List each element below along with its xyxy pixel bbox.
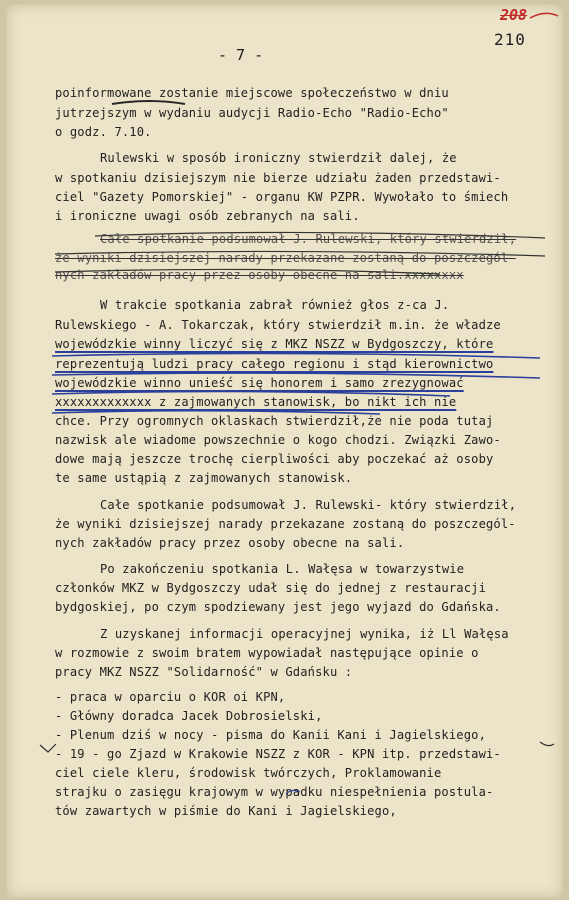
blue-underline [52, 373, 540, 378]
text-line: te same ustąpią z zajmowanych stanowisk. [55, 471, 353, 485]
text-line: bydgoskiej, po czym spodziewany jest jego wyjazd do Gdańska. [55, 600, 501, 614]
struck-text-line: że wyniki dzisiejszej narady przekazane zostaną do poszczegól- [55, 251, 516, 265]
cross-out-mark [55, 251, 545, 256]
text-line: członków MKZ w Bydgoszczy udał się do jednej z restauracji [55, 581, 487, 595]
text-line: W trakcie spotkania zabrał również głos z-ca J. [100, 298, 450, 312]
struck-text-line: nych zakładów pracy przez osoby obecne na sali.xxxxxxxx [55, 268, 464, 282]
text-line: ciel "Gazety Pomorskiej" - organu KW PZPR. Wywołało to śmiech [55, 190, 509, 204]
text-line: Po zakończeniu spotkania L. Wałęsa w towarzystwie [100, 562, 465, 576]
text-line: poinformowane zostanie miejscowe społeczeństwo w dniu [55, 86, 449, 100]
text-line: dowe mają jeszcze trochę cierpliwości aby poczekać aż osoby [55, 452, 494, 466]
list-item-continuation: tów zawartych w piśmie do Kani i Jagielskiego, [55, 804, 397, 818]
text-line: o godz. 7.10. [55, 125, 152, 139]
check-mark [40, 744, 56, 752]
list-item-continuation: strajku o zasięgu krajowym w wypadku niespełnienia postula- [55, 785, 494, 799]
underlined-text-line: wojewódzkie winny liczyć się z MKZ NSZZ w Bydgoszczy, które [55, 337, 494, 351]
text-line: chce. Przy ogromnych oklaskach stwierdził,że nie poda tutaj [55, 414, 494, 428]
red-pen-stroke [530, 13, 558, 18]
cross-out-mark [112, 101, 185, 104]
text-line: Całe spotkanie podsumował J. Rulewski- który stwierdził, [100, 498, 517, 512]
cross-out-mark [95, 232, 545, 238]
text-line: jutrzejszym w wydaniu audycji Radio-Echo "Radio-Echo" [55, 106, 449, 120]
text-line: w spotkaniu dzisiejszym nie bierze udziału żaden przedstawi- [55, 171, 501, 185]
list-item: - 19 - go Zjazd w Krakowie NSZZ z KOR - KPN itp. przedstawi- [55, 747, 501, 761]
text-line: nych zakładów pracy przez osoby obecne na sali. [55, 536, 405, 550]
text-line: Z uzyskanej informacji operacyjnej wynika, iż Ll Wałęsa [100, 627, 509, 641]
text-line: nazwisk ale wiadome powszechnie o kogo chodzi. Związki Zawo- [55, 433, 501, 447]
archive-number-old: 208 [500, 6, 528, 24]
underlined-text-line: wojewódzkie winno unieść się honorem i samo zrezygnować [55, 376, 464, 390]
page-number: - 7 - [218, 46, 264, 64]
list-item: - praca w oparciu o KOR oi KPN, [55, 690, 286, 704]
cross-out-mark [55, 269, 440, 274]
blue-underline [52, 411, 380, 414]
blue-underline [52, 353, 540, 358]
blue-underline [52, 391, 450, 396]
pen-stroke [286, 790, 300, 794]
text-line: Rulewski w sposób ironiczny stwierdził dalej, że [100, 151, 457, 165]
text-line: w rozmowie z swoim bratem wypowiadał następujące opinie o [55, 646, 479, 660]
list-item-continuation: ciel ciele kleru, środowisk twórczych, Proklamowanie [55, 766, 442, 780]
pen-stroke [540, 742, 554, 746]
archive-number: 210 [494, 30, 526, 49]
struck-text-line: Całe spotkanie podsumował J. Rulewski, który stwierdził, [100, 232, 517, 246]
text-line: że wyniki dzisiejszej narady przekazane zostaną do poszczegól- [55, 517, 516, 531]
underlined-text-line: xxxxxxxxxxxxx z zajmowanych stanowisk, bo nikt ich nie [55, 395, 457, 409]
list-item: - Główny doradca Jacek Dobrosielski, [55, 709, 323, 723]
text-line: pracy MKZ NSZZ "Solidarność" w Gdańsku : [55, 665, 353, 679]
underlined-text-line: reprezentują ludzi pracy całego regionu i stąd kierownictwo [55, 357, 494, 371]
text-line: Rulewskiego - A. Tokarczak, który stwierdził m.in. że władze [55, 318, 501, 332]
text-line: i ironiczne uwagi osób zebranych na sali. [55, 209, 360, 223]
list-item: - Plenum dziś w nocy - pisma do Kanii Kani i Jagielskiego, [55, 728, 487, 742]
